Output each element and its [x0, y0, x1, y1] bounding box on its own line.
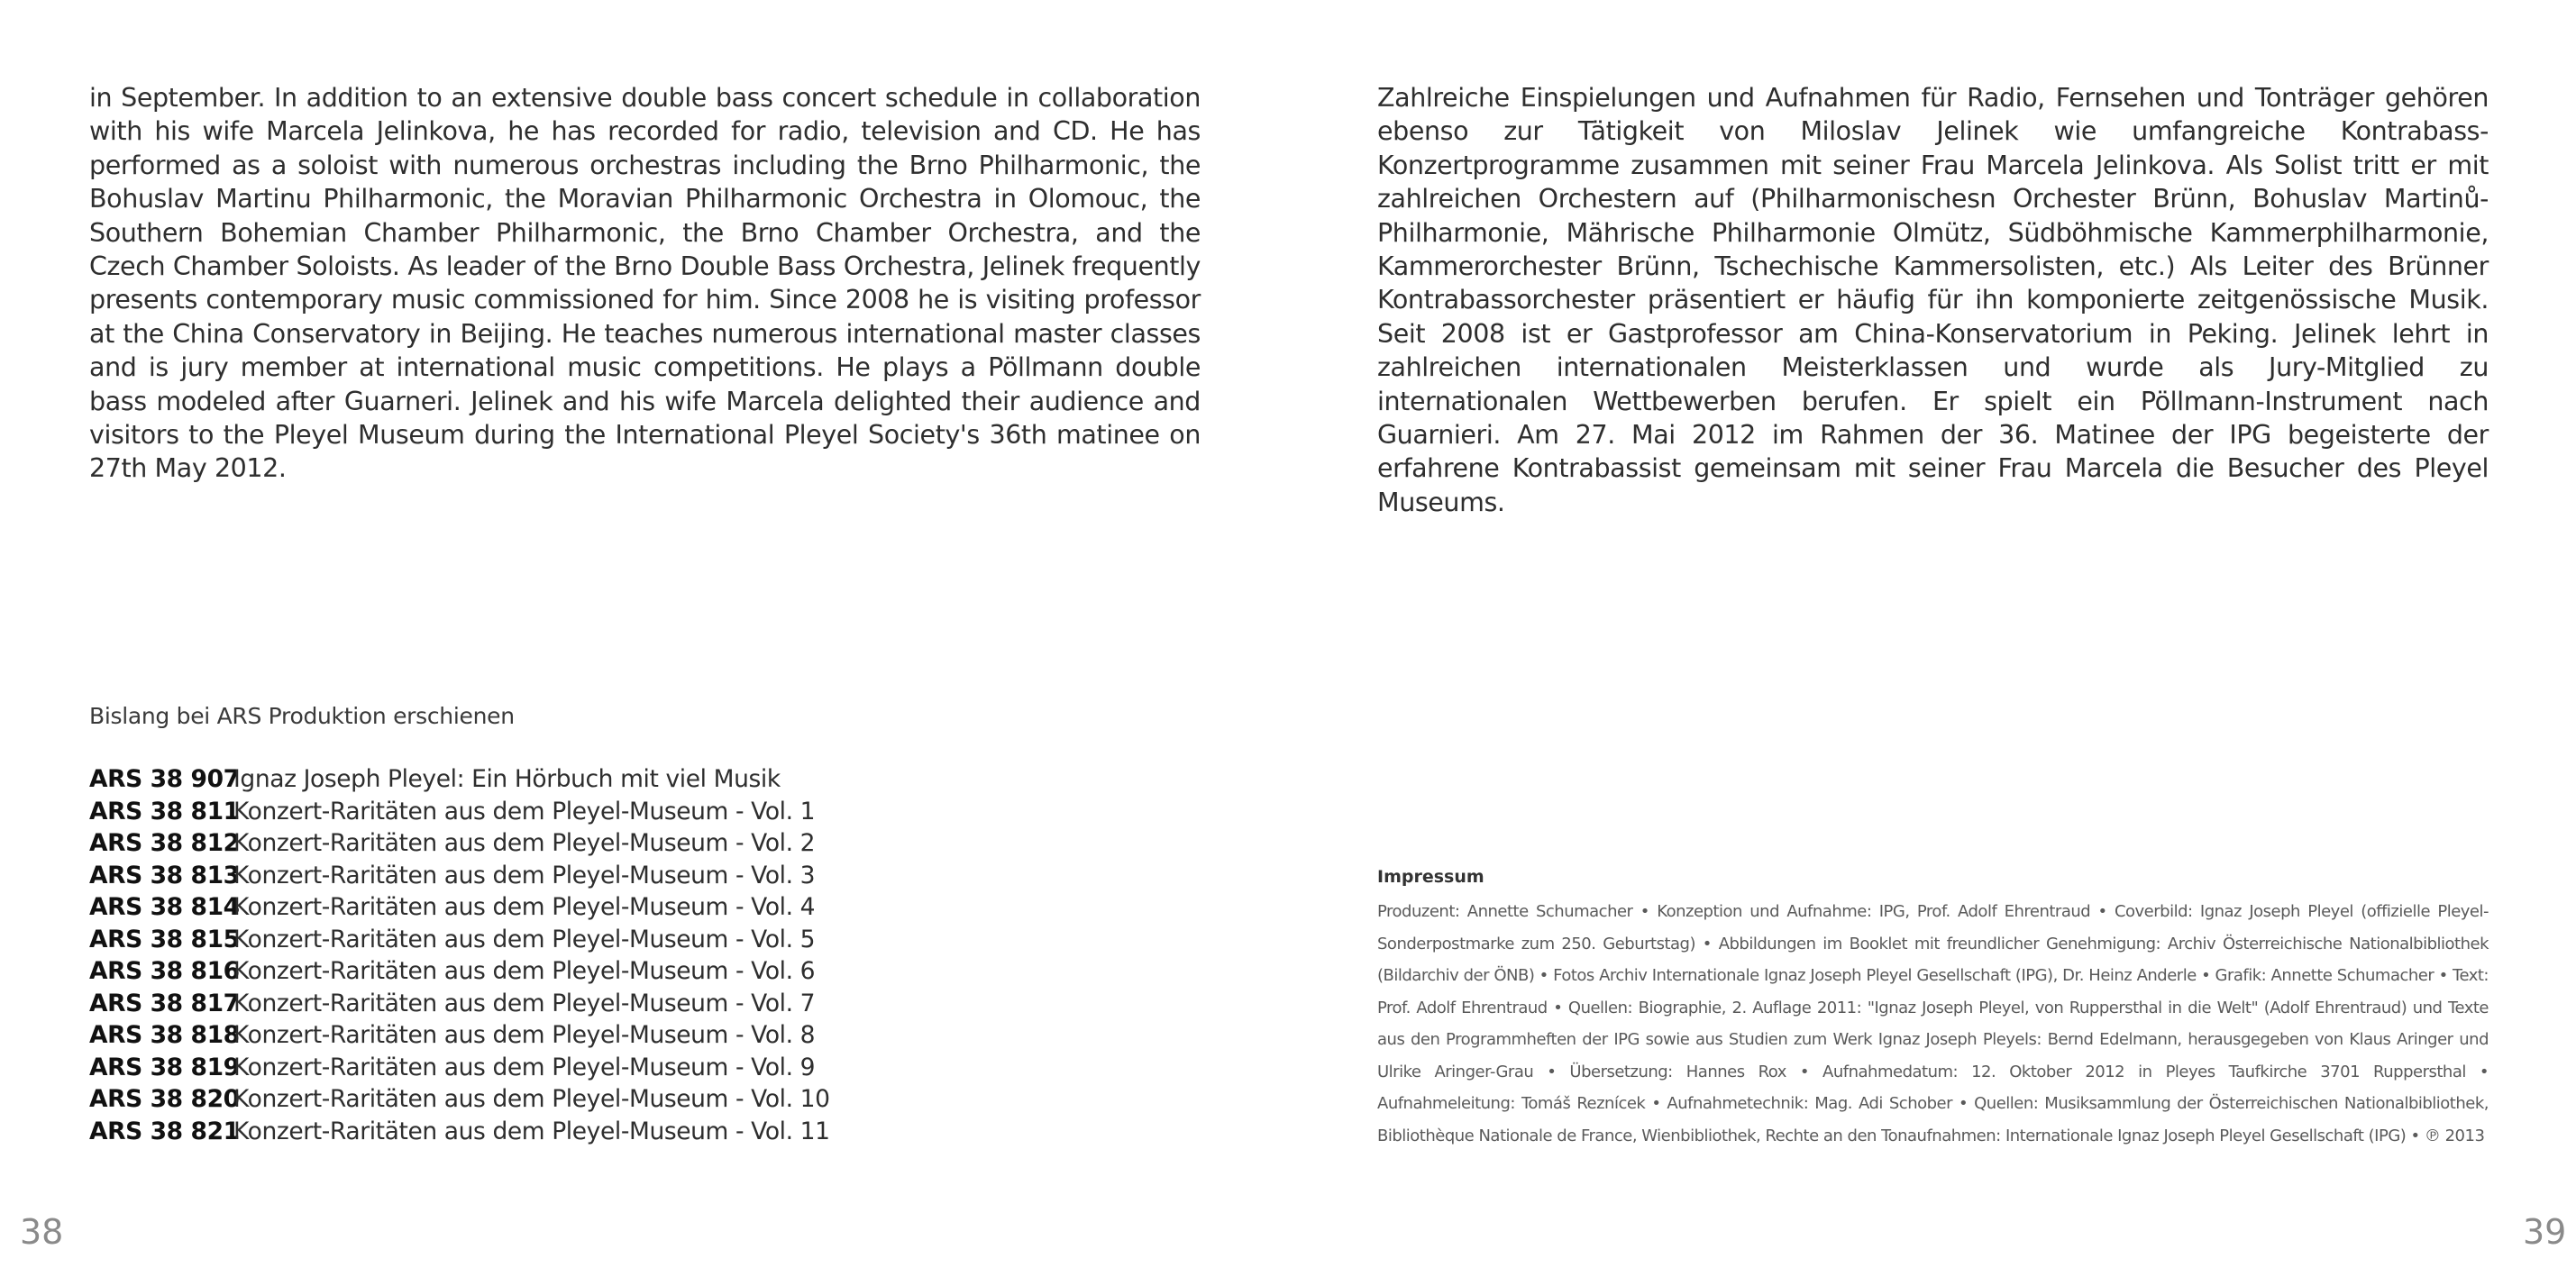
- catalog-number: ARS 38 819: [89, 1053, 240, 1081]
- list-item: [89, 763, 830, 796]
- catalog-number: ARS 38 813: [89, 861, 240, 889]
- discography-heading: Bislang bei ARS Produktion erschienen: [89, 703, 515, 729]
- album-title: Konzert-Raritäten aus dem Pleyel-Museum - Vol. 7: [233, 989, 816, 1017]
- catalog-number: ARS 38 814: [89, 893, 240, 921]
- biography-german-text: Zahlreiche Einspielungen und Aufnahmen für Radio, Fernsehen und Tonträger gehören ebenso zur Tätigkeit von Miloslav Jelinek wie umfangreiche Kontrabass-Konzertprogramme zusammen mit seiner Frau Marcela Jelinkova. Als Solist tritt er mit zahlreichen Orchestern auf (Philharmonischesn Orchester Brünn, Bohuslav Martinů-Philharmonie, Mährische Philharmonie Olmütz, Südböhmische Kammerphilharmonie, Kammerorchester Brünn, Tschechische Kammersolisten, etc.) Als Leiter des Brünner Kontrabassorchester präsentiert er häufig für ihn komponierte zeitgenössische Musik. Seit 2008 ist er Gastprofessor am China-Konservatorium in Peking. Jelinek lehrt in zahlreichen internationalen Meisterklassen und wurde als Jury-Mitglied zu internationalen Wettbewerben berufen. Er spielt ein Pöllmann-Instrument nach Guarnieri. Am 27. Mai 2012 im Rahmen der 36. Matinee der IPG begeisterte der erfahrene Kontrabassist gemeinsam mit seiner Frau Marcela die Besucher des Pleyel Museums.: [1377, 83, 2489, 517]
- album-title: Konzert-Raritäten aus dem Pleyel-Museum - Vol. 3: [233, 861, 816, 889]
- list-item: [89, 1116, 830, 1148]
- catalog-number: ARS 38 812: [89, 829, 240, 857]
- album-title: Konzert-Raritäten aus dem Pleyel-Museum - Vol. 1: [233, 797, 816, 825]
- impressum-text: Produzent: Annette Schumacher • Konzeption und Aufnahme: IPG, Prof. Adolf Ehrentraud • Coverbild: Ignaz Joseph Pleyel (offizielle Pleyel-Sonderpostmarke zum 250. Geburtstag) • Abbildungen im Booklet mit freundlicher Genehmigung: Archiv Österreichische Nationalbibliothek (Bildarchiv der ÖNB) • Fotos Archiv Internationale Ignaz Joseph Pleyel Gesellschaft (IPG), Dr. Heinz Anderle • Grafik: Annette Schumacher • Text: Prof. Adolf Ehrentraud • Quellen: Biographie, 2. Auflage 2011: "Ignaz Joseph Pleyel, von Ruppersthal in die Welt" (Adolf Ehrentraud) und Texte aus den Programmheften der IPG sowie aus Studien zum Werk Ignaz Joseph Pleyels: Bernd Edelmann, herausgegeben von Klaus Aringer und Ulrike Aringer-Grau • Übersetzung: Hannes Rox • Aufnahmedatum: 12. Oktober 2012 in Pleyes Taufkirche 3701 Ruppersthal • Aufnahmeleitung: Tomáš Reznícek • Aufnahmetechnik: Mag. Adi Schober • Quellen: Musiksammlung der Österreichischen Nationalbibliothek, Bibliothèque Nationale de France, Wienbibliothek, Rechte an den Tonaufnahmen: Internationale Ignaz Joseph Pleyel Gesellschaft (IPG) • ℗ 2013: [1377, 902, 2489, 1145]
- catalog-number: ARS 38 820: [89, 1085, 240, 1113]
- list-item: [89, 1052, 830, 1084]
- catalog-number: ARS 38 815: [89, 925, 240, 953]
- catalog-number: ARS 38 818: [89, 1021, 240, 1049]
- album-title: Konzert-Raritäten aus dem Pleyel-Museum - Vol. 4: [233, 893, 816, 921]
- album-title: Ignaz Joseph Pleyel: Ein Hörbuch mit viel Musik: [233, 765, 781, 793]
- catalog-number: ARS 38 907: [89, 765, 240, 793]
- impressum-section: [1377, 867, 2489, 1152]
- discography-list: [89, 763, 830, 1147]
- catalog-number: ARS 38 816: [89, 957, 240, 985]
- list-item: [89, 1019, 830, 1052]
- page-number: 39: [2523, 1212, 2567, 1252]
- album-title: Konzert-Raritäten aus dem Pleyel-Museum - Vol. 2: [233, 829, 816, 857]
- page-number: 38: [20, 1212, 64, 1252]
- list-item: [89, 924, 830, 956]
- list-item: [89, 860, 830, 892]
- album-title: Konzert-Raritäten aus dem Pleyel-Museum - Vol. 11: [233, 1117, 830, 1145]
- album-title: Konzert-Raritäten aus dem Pleyel-Museum - Vol. 8: [233, 1021, 816, 1049]
- list-item: [89, 891, 830, 924]
- biography-english-text: in September. In addition to an extensive double bass concert schedule in collaboration with his wife Marcela Jelinkova, he has recorded for radio, television and CD. He has performed as a soloist with numerous orchestras including the Brno Philharmonic, the Bohuslav Martinu Philharmonic, the Moravian Philharmonic Orchestra in Olomouc, the Southern Bohemian Chamber Philharmonic, the Brno Chamber Orchestra, and the Czech Chamber Soloists. As leader of the Brno Double Bass Orchestra, Jelinek frequently presents contemporary music commissioned for him. Since 2008 he is visiting professor at the China Conservatory in Beijing. He teaches numerous international master classes and is jury member at international music competitions. He plays a Pöllmann double bass modeled after Guarneri. Jelinek and his wife Marcela delighted their audience and visitors to the Pleyel Museum during the International Pleyel Society's 36th matinee on 27th May 2012.: [89, 83, 1201, 484]
- list-item: [89, 988, 830, 1020]
- list-item: [89, 1083, 830, 1116]
- right-page: [1288, 0, 2576, 1277]
- impressum-heading: Impressum: [1377, 867, 1484, 887]
- album-title: Konzert-Raritäten aus dem Pleyel-Museum - Vol. 10: [233, 1085, 830, 1113]
- album-title: Konzert-Raritäten aus dem Pleyel-Museum - Vol. 9: [233, 1053, 816, 1081]
- catalog-number: ARS 38 817: [89, 989, 240, 1017]
- catalog-number: ARS 38 811: [89, 797, 240, 825]
- catalog-number: ARS 38 821: [89, 1117, 240, 1145]
- album-title: Konzert-Raritäten aus dem Pleyel-Museum - Vol. 6: [233, 957, 816, 985]
- list-item: [89, 796, 830, 828]
- list-item: [89, 955, 830, 988]
- album-title: Konzert-Raritäten aus dem Pleyel-Museum - Vol. 5: [233, 925, 816, 953]
- list-item: [89, 827, 830, 860]
